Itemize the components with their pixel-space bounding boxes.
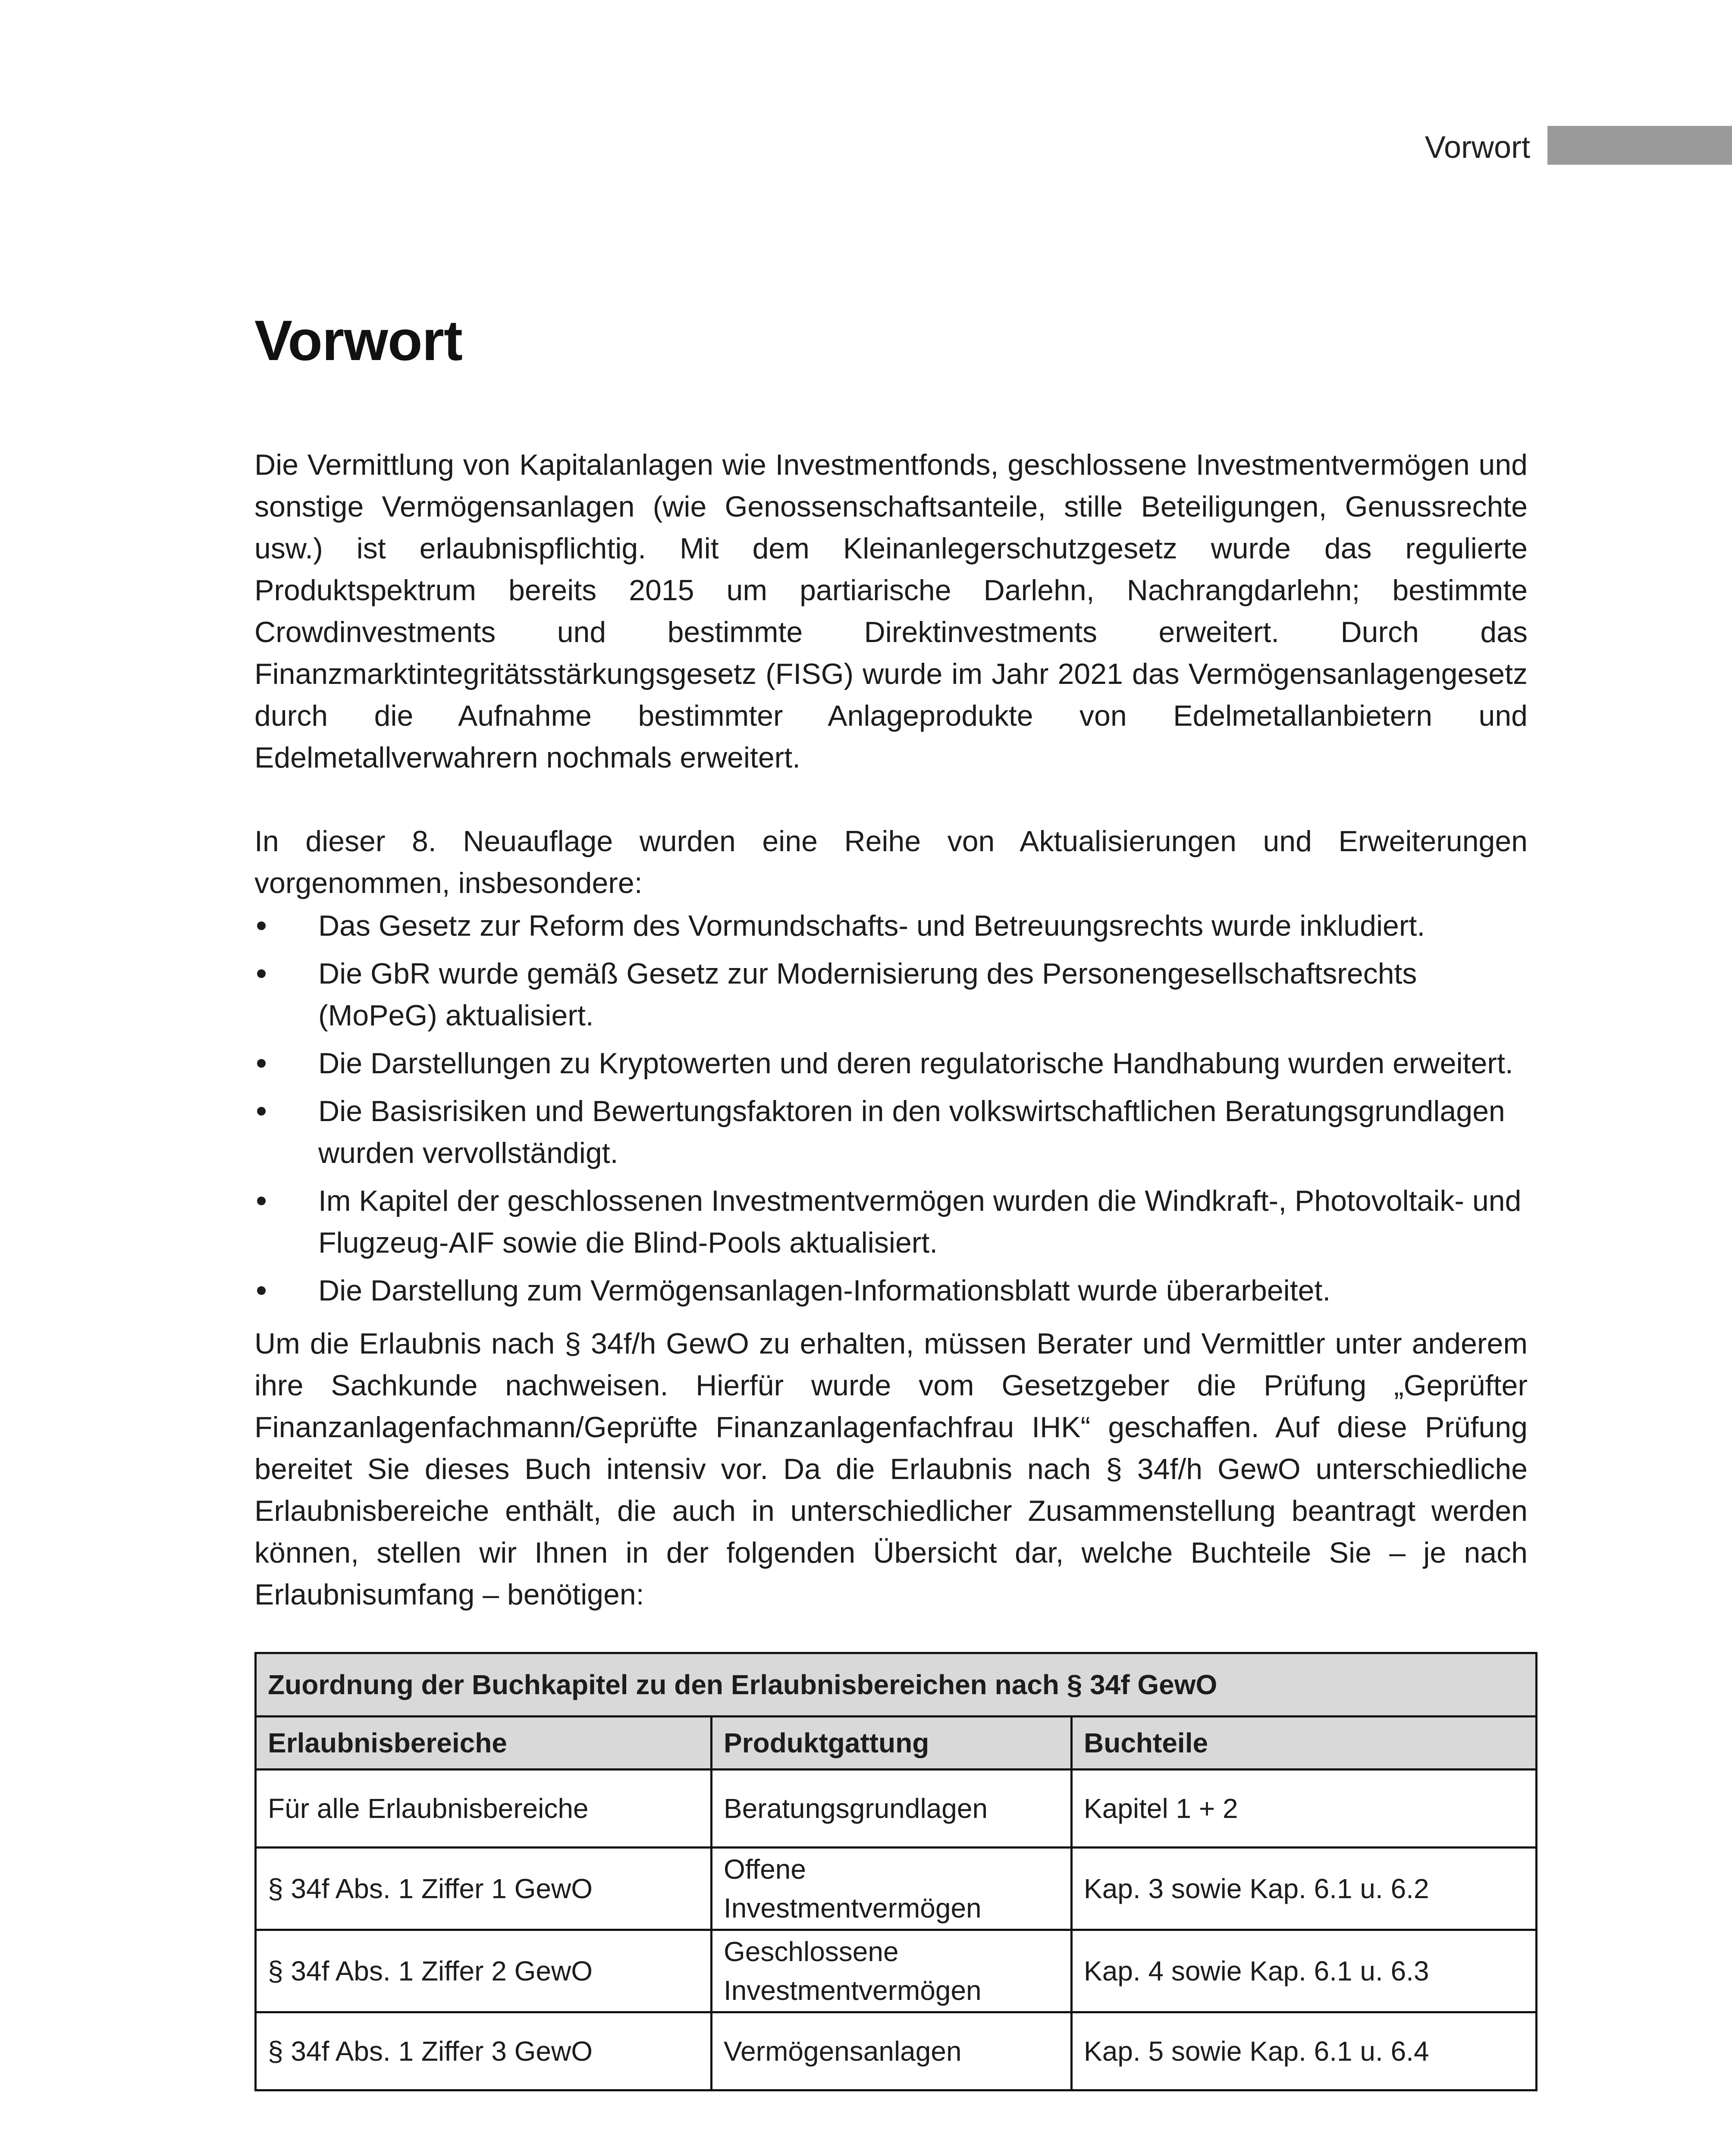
table-row (256, 1930, 1537, 2012)
list-item (254, 1180, 1528, 1264)
bullet-icon (257, 1286, 266, 1295)
table-cell: Kapitel 1 + 2 (1072, 1770, 1537, 1848)
table-cell: Für alle Erlaubnisbereiche (256, 1770, 712, 1848)
list-item-text: Die Darstellung zum Vermögensanlagen-Informationsblatt wurde überarbeitet. (318, 1274, 1331, 1307)
chapter-assignment-table (254, 1652, 1537, 2091)
list-item (254, 1270, 1528, 1312)
bullet-icon (257, 1197, 266, 1205)
list-item (254, 953, 1528, 1037)
table-cell: § 34f Abs. 1 Ziffer 2 GewO (256, 1930, 712, 2012)
list-item (254, 1091, 1528, 1174)
list-item (254, 1043, 1528, 1084)
table-row (256, 1770, 1537, 1848)
table-cell: Geschlossene Investmentvermögen (712, 1930, 1072, 2012)
column-header-erlaubnisbereiche: Erlaubnisbereiche (256, 1717, 712, 1770)
table-cell: Kap. 5 sowie Kap. 6.1 u. 6.4 (1072, 2012, 1537, 2090)
table-header-row (256, 1717, 1537, 1770)
list-item-text: Im Kapitel der geschlossenen Investmentvermögen wurden die Windkraft-, Photovoltaik- und Flugzeug-AIF sowie die Blind-Pools aktualisiert. (318, 1185, 1522, 1259)
paragraph-new-edition: In dieser 8. Neuauflage wurden eine Reihe von Aktualisierungen und Erweiterungen vorgenommen, insbesondere: (254, 825, 1528, 899)
list-item (254, 905, 1528, 947)
table-row (256, 2012, 1537, 2090)
bullet-icon (257, 1059, 266, 1068)
paragraph-permission: Um die Erlaubnis nach § 34f/h GewO zu erhalten, müssen Berater und Vermittler unter anderem ihre Sachkunde nachweisen. Hierfür wurde vom Gesetzgeber die Prüfung „Geprüfter Finanzanlagenfachmann/Geprüfte Finanzanlagenfachfrau IHK“ geschaffen. Auf diese Prüfung bereitet Sie dieses Buch intensiv vor. Da die Erlaubnis nach § 34f/h GewO unterschiedliche Erlaubnisbereiche enthält, die auch in unterschiedlicher Zusammenstellung beantragt werden können, stellen wir Ihnen in der folgenden Übersicht dar, welche Buchteile Sie – je nach Erlaubnisumfang – benötigen: (254, 1327, 1528, 1611)
table-caption: Zuordnung der Buchkapitel zu den Erlaubnisbereichen nach § 34f GewO (256, 1653, 1537, 1717)
paragraph-intro: Die Vermittlung von Kapitalanlagen wie Investmentfonds, geschlossene Investmentvermögen und sonstige Vermögensanlagen (wie Genossenschaftsanteile, stille Beteiligungen, Genussrechte usw.) ist erlaubnispflichtig. Mit dem Kleinanlegerschutzgesetz wurde das regulierte Produktspektrum bereits 2015 um partiarische Darlehn, Nachrangdarlehn; bestimmte Crowdinvestments und bestimmte Direktinvestments erweitert. Durch das Finanzmarktintegritätsstärkungsgesetz (FISG) wurde im Jahr 2021 das Vermögensanlagengesetz durch die Aufnahme bestimmter Anlageprodukte von Edelmetallanbietern und Edelmetallverwahrern nochmals erweitert. (254, 448, 1528, 774)
table-cell: Offene Investmentvermögen (712, 1848, 1072, 1930)
table-cell: § 34f Abs. 1 Ziffer 3 GewO (256, 2012, 712, 2090)
page-content (254, 302, 1528, 2091)
column-header-produktgattung: Produktgattung (712, 1717, 1072, 1770)
bullet-icon (257, 969, 266, 978)
list-item-text: Das Gesetz zur Reform des Vormundschafts- und Betreuungsrechts wurde inkludiert. (318, 909, 1425, 942)
table-cell: Kap. 3 sowie Kap. 6.1 u. 6.2 (1072, 1848, 1537, 1930)
table-cell: § 34f Abs. 1 Ziffer 1 GewO (256, 1848, 712, 1930)
table-cell: Beratungsgrundlagen (712, 1770, 1072, 1848)
running-header-bar (1547, 126, 1732, 165)
table-cell: Kap. 4 sowie Kap. 6.1 u. 6.3 (1072, 1930, 1537, 2012)
update-list (254, 905, 1528, 1312)
table-cell: Vermögensanlagen (712, 2012, 1072, 2090)
column-header-buchteile: Buchteile (1072, 1717, 1537, 1770)
list-item-text: Die Darstellungen zu Kryptowerten und deren regulatorische Handhabung wurden erweitert. (318, 1047, 1513, 1080)
bullet-icon (257, 1107, 266, 1116)
bullet-icon (257, 921, 266, 930)
table-row (256, 1848, 1537, 1930)
running-header-title: Vorwort (1425, 130, 1530, 165)
page-title: Vorwort (254, 309, 462, 372)
list-item-text: Die GbR wurde gemäß Gesetz zur Modernisierung des Personengesellschaftsrechts (MoPeG) aktualisiert. (318, 957, 1417, 1032)
list-item-text: Die Basisrisiken und Bewertungsfaktoren in den volkswirtschaftlichen Beratungsgrundlagen wurden vervollständigt. (318, 1095, 1505, 1169)
table-caption-row (256, 1653, 1537, 1717)
